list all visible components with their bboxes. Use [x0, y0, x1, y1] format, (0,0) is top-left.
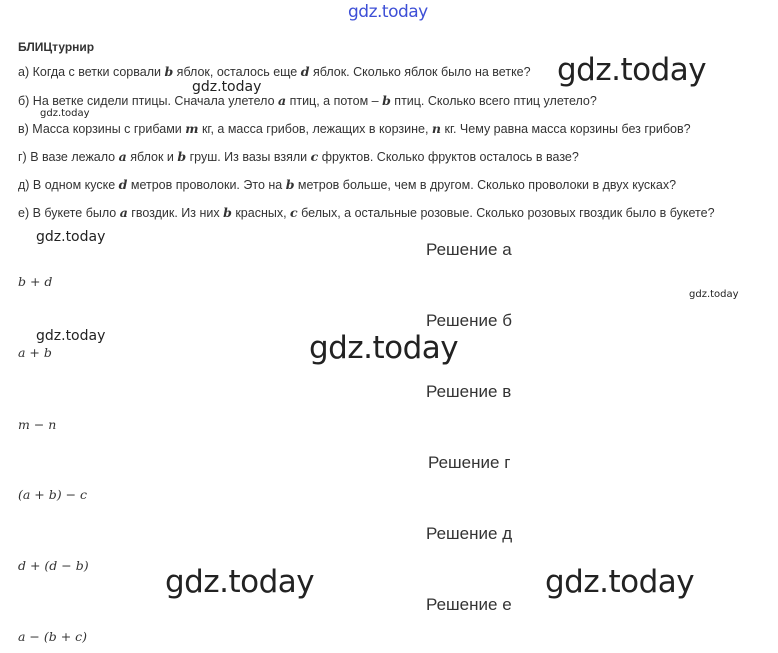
- question-text: кг. Чему равна масса корзины без грибов?: [441, 122, 691, 136]
- math-variable: c: [290, 205, 298, 220]
- solution-answer-e: a − (b + c): [18, 629, 88, 644]
- question-text: г) В вазе лежало: [18, 150, 119, 164]
- question-text: яблок. Сколько яблок было на ветке?: [309, 65, 531, 79]
- question-text: метров проволоки. Это на: [127, 178, 286, 192]
- solution-answer-g: (a + b) − c: [18, 487, 88, 502]
- question-v: [18, 121, 691, 136]
- question-d: [18, 177, 676, 192]
- solution-title-e: Решение е: [426, 595, 512, 614]
- watermark: gdz.today: [36, 328, 106, 344]
- math-variable: b: [285, 177, 295, 192]
- question-text: в) Масса корзины с грибами: [18, 122, 186, 136]
- solution-answer-a: b + d: [18, 274, 53, 289]
- solution-answer-v: m − n: [18, 417, 57, 432]
- math-variable: a: [119, 205, 128, 220]
- watermark: gdz.today: [689, 289, 739, 300]
- question-text: е) В букете было: [18, 206, 120, 220]
- math-variable: m: [185, 121, 199, 136]
- math-variable: b: [164, 64, 174, 79]
- watermark: gdz.today: [36, 229, 106, 245]
- solution-title-a: Решение а: [426, 240, 512, 259]
- math-variable: a: [278, 93, 287, 108]
- question-a: [18, 64, 531, 79]
- math-variable: d: [300, 64, 310, 79]
- math-variable: d: [118, 177, 128, 192]
- question-text: белых, а остальные розовые. Сколько розовых гвоздик было в букете?: [297, 206, 715, 220]
- question-text: птиц, а потом –: [286, 94, 383, 108]
- question-text: а) Когда с ветки сорвали: [18, 65, 165, 79]
- watermark: gdz.today: [165, 564, 315, 600]
- question-text: птиц. Сколько всего птиц улетело?: [390, 94, 597, 108]
- solution-answer-b: a + b: [18, 345, 52, 360]
- solution-title-b: Решение б: [426, 311, 512, 330]
- question-g: [18, 149, 579, 164]
- math-variable: a: [118, 149, 127, 164]
- question-text: яблок и: [126, 150, 178, 164]
- watermark: gdz.today: [192, 79, 262, 95]
- question-text: груш. Из вазы взяли: [186, 150, 311, 164]
- question-text: б) На ветке сидели птицы. Сначала улетело: [18, 94, 278, 108]
- math-variable: b: [382, 93, 391, 108]
- watermark: gdz.today: [40, 108, 90, 119]
- question-b: [18, 93, 597, 108]
- section-heading: БЛИЦтурнир: [18, 40, 95, 54]
- math-variable: c: [310, 149, 319, 164]
- site-logo[interactable]: gdz.today: [348, 2, 428, 22]
- solution-title-v: Решение в: [426, 382, 512, 401]
- watermark: gdz.today: [309, 330, 459, 366]
- math-variable: n: [431, 121, 441, 136]
- question-e: [18, 205, 715, 220]
- solution-title-g: Решение г: [428, 453, 511, 472]
- question-text: яблок, осталось еще: [173, 65, 301, 79]
- question-text: кг, а масса грибов, лежащих в корзине,: [198, 122, 432, 136]
- question-text: фруктов. Сколько фруктов осталось в вазе?: [318, 150, 579, 164]
- question-text: красных,: [231, 206, 291, 220]
- watermark: gdz.today: [557, 52, 707, 88]
- solution-answer-d: d + (d − b): [18, 558, 89, 573]
- question-text: метров больше, чем в другом. Сколько проволоки в двух кусках?: [294, 178, 677, 192]
- math-variable: b: [223, 205, 232, 220]
- question-text: гвоздик. Из них: [127, 206, 224, 220]
- watermark: gdz.today: [545, 564, 695, 600]
- question-text: д) В одном куске: [18, 178, 119, 192]
- math-variable: b: [177, 149, 187, 164]
- solution-title-d: Решение д: [426, 524, 513, 543]
